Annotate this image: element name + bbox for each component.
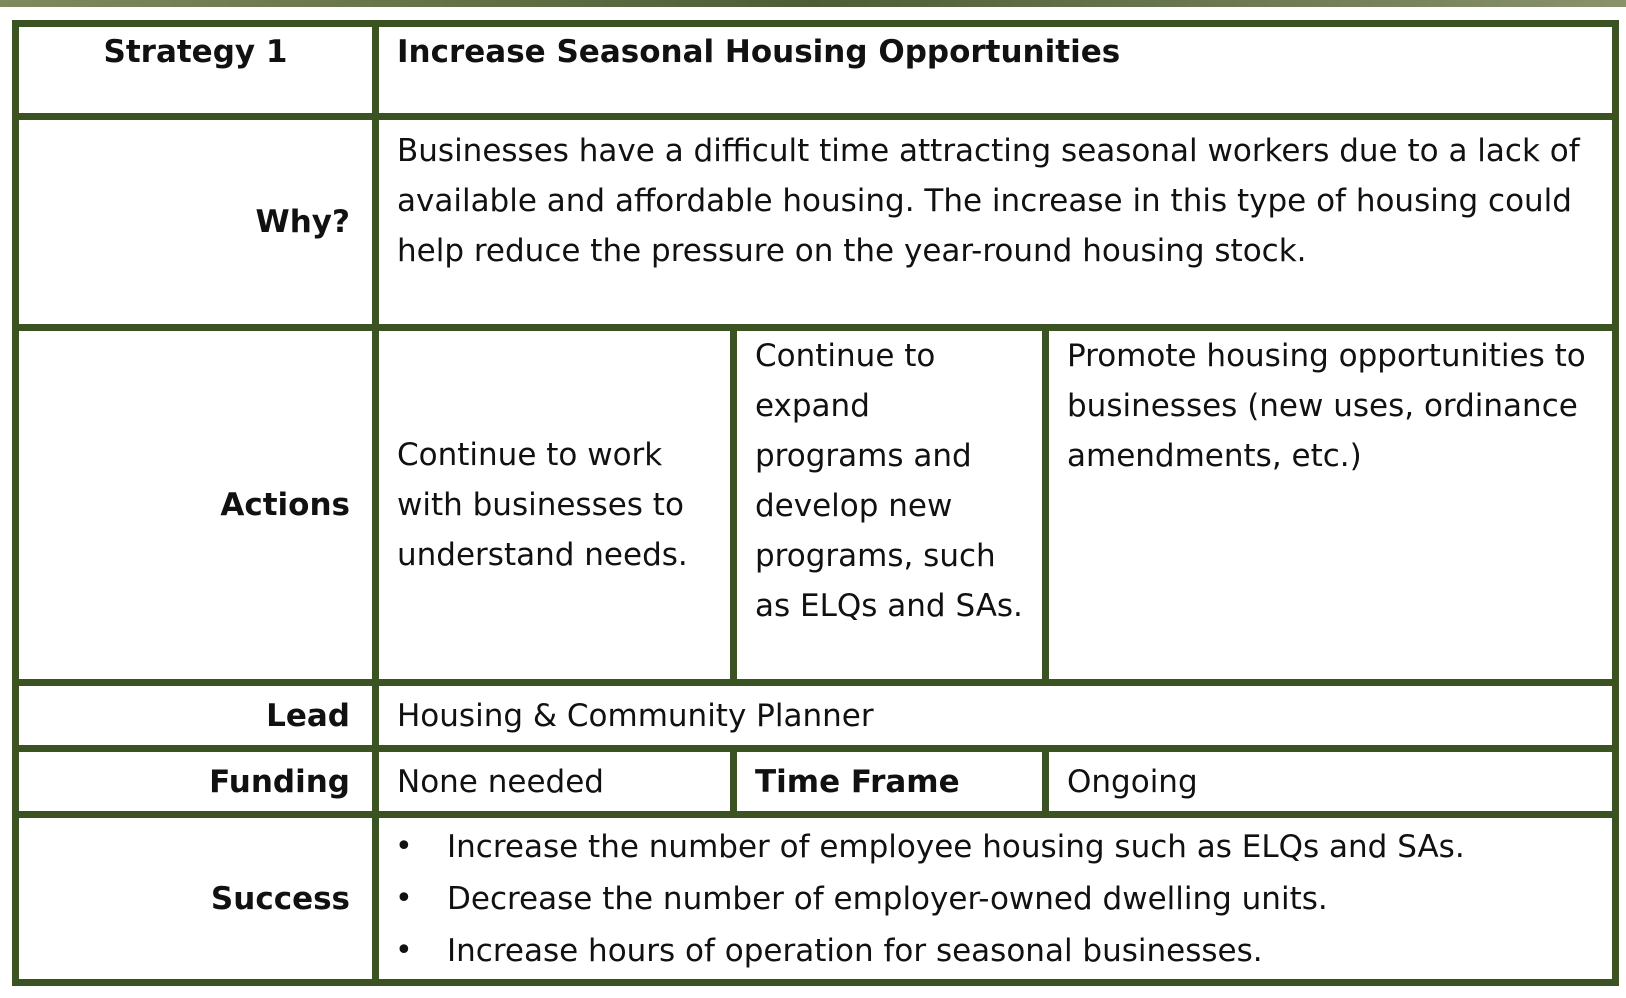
time-frame-value: Ongoing (1046, 749, 1616, 815)
bullet-icon: • (395, 828, 413, 864)
lead-label: Lead (16, 683, 376, 749)
success-item-text: Decrease the number of employer-owned dwelling units. (447, 880, 1328, 917)
header-row (16, 24, 1616, 117)
action-item-3: Promote housing opportunities to businesses (new uses, ordinance amendments, etc.) (1046, 327, 1616, 682)
actions-label: Actions (16, 327, 376, 682)
success-row (16, 815, 1616, 983)
lead-row (16, 683, 1616, 749)
actions-row (16, 327, 1616, 682)
time-frame-label: Time Frame (734, 749, 1046, 815)
success-list (391, 821, 1594, 977)
funding-label: Funding (16, 749, 376, 815)
why-label: Why? (16, 116, 376, 327)
bullet-icon: • (395, 880, 413, 916)
funding-value: None needed (376, 749, 734, 815)
lead-value: Housing & Community Planner (376, 683, 1616, 749)
success-cell (376, 815, 1616, 983)
bullet-icon: • (395, 932, 413, 968)
success-item-3 (391, 925, 1594, 977)
strategy-title: Increase Seasonal Housing Opportunities (376, 24, 1616, 117)
why-row (16, 116, 1616, 327)
action-item-2: Continue to expand programs and develop new programs, such as ELQs and SAs. (734, 327, 1046, 682)
top-decorative-strip (0, 0, 1626, 7)
action-item-1: Continue to work with businesses to understand needs. (376, 327, 734, 682)
strategy-number: Strategy 1 (16, 24, 376, 117)
success-item-text: Increase hours of operation for seasonal businesses. (447, 932, 1263, 969)
why-text: Businesses have a difficult time attracting seasonal workers due to a lack of available and affordable housing. The increase in this type of housing could help reduce the pressure on the year-round housing stock. (376, 116, 1616, 327)
success-label: Success (16, 815, 376, 983)
funding-row (16, 749, 1616, 815)
success-item-2 (391, 873, 1594, 925)
success-item-1 (391, 821, 1594, 873)
strategy-table (12, 20, 1619, 986)
success-item-text: Increase the number of employee housing such as ELQs and SAs. (447, 828, 1465, 865)
